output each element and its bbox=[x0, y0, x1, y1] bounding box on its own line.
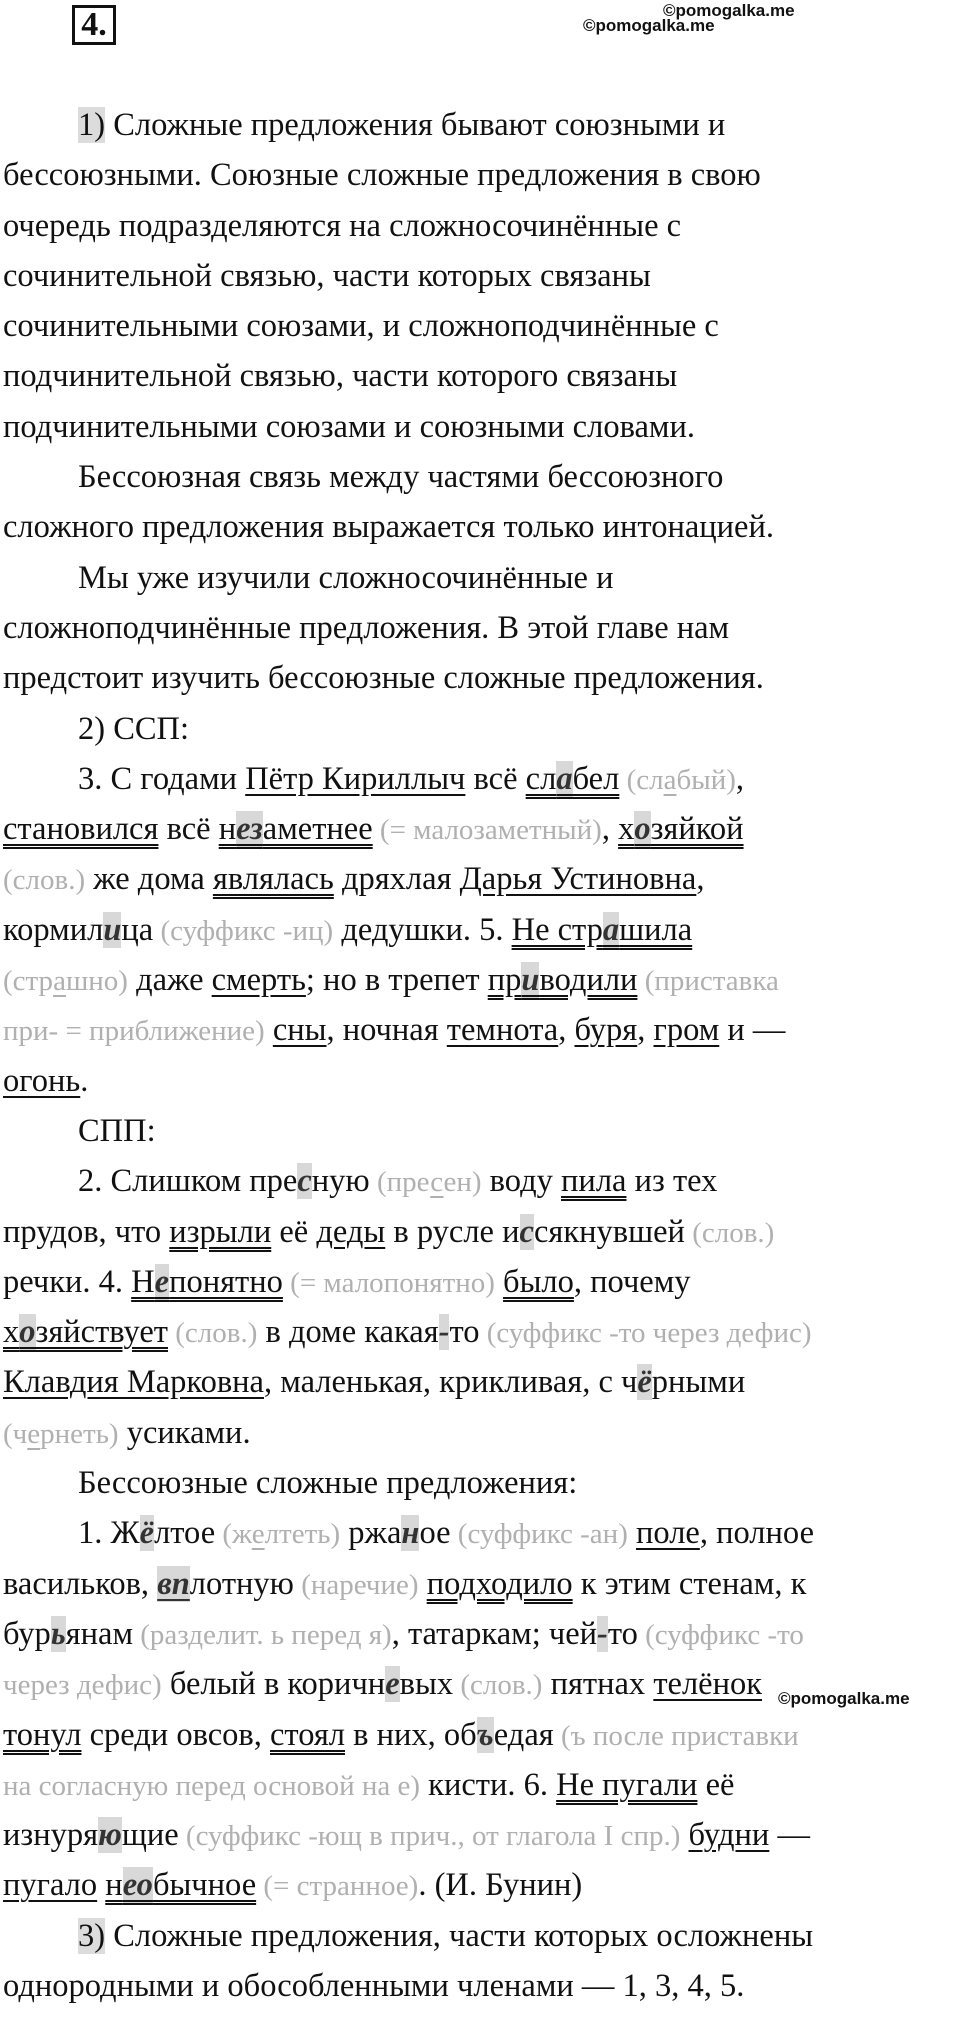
text-line: тонул среди овсов, стоял в них, объедая (ъ после приставки bbox=[3, 1716, 799, 1753]
orthogram: ё bbox=[139, 1515, 155, 1552]
note: (суффикс -ан) bbox=[450, 1518, 628, 1551]
predicate: пила bbox=[561, 1163, 627, 1200]
orthogram: с bbox=[519, 1213, 534, 1250]
orthogram: ъ bbox=[476, 1716, 494, 1753]
subject: Пётр Кириллыч bbox=[245, 760, 466, 797]
text-line: подчинительными союзами и союзными словами. bbox=[3, 408, 695, 445]
note: (разделит. ь перед я) bbox=[133, 1618, 392, 1651]
text-line: (чернеть) усиками. bbox=[3, 1414, 251, 1451]
text-line: очередь подразделяются на сложносочинённые с bbox=[3, 207, 682, 244]
item-marker: 3) bbox=[78, 1917, 106, 1954]
text-line: изнуряющие (суффикс -ющ в прич., от глагола I спр.) будни — bbox=[3, 1817, 810, 1854]
text-line: 2) ССП: bbox=[78, 710, 190, 747]
subject: огонь bbox=[3, 1062, 81, 1099]
predicate: слабел bbox=[525, 760, 620, 797]
predicate: тонул bbox=[3, 1716, 82, 1753]
text-line: через дефис) белый в коричневых (слов.) пятнах телёнок bbox=[3, 1666, 763, 1703]
text-line: сочинительными союзами, и сложноподчинённые с bbox=[3, 308, 719, 345]
orthogram: е bbox=[385, 1666, 400, 1703]
predicate: хозяйствует bbox=[3, 1314, 168, 1351]
orthogram: и bbox=[103, 911, 122, 948]
predicate: было bbox=[503, 1263, 574, 1300]
text-line: прудов, что изрыли её деды в русле иссякнувшей (слов.) bbox=[3, 1213, 775, 1250]
text-line: при- = приближение) сны, ночная темнота, буря, гром и — bbox=[3, 1012, 786, 1049]
note: (= малозаметный) bbox=[372, 814, 602, 847]
text-line: бурьянам (разделит. ь перед я), татаркам; чей-то (суффикс -то bbox=[3, 1615, 804, 1652]
note: (слабый) bbox=[619, 763, 736, 796]
item-marker: 1) bbox=[78, 107, 106, 143]
predicate: стоял bbox=[270, 1716, 345, 1753]
note: (слов.) bbox=[684, 1216, 775, 1249]
subject: темнота bbox=[446, 1012, 559, 1049]
subject: буря bbox=[574, 1012, 638, 1049]
note: через дефис) bbox=[3, 1669, 162, 1702]
text-line: становился всё незаметнее (= малозаметный), хозяйкой bbox=[3, 811, 744, 848]
text-line: 1. Жёлтое (желтеть) ржаное (суффикс -ан) поле, полное bbox=[78, 1515, 814, 1552]
predicate: незаметнее bbox=[218, 811, 373, 848]
orthogram: - bbox=[597, 1615, 608, 1652]
text-line: сочинительной связью, части которых связаны bbox=[3, 257, 651, 294]
text-line: СПП: bbox=[78, 1112, 156, 1149]
note: (слов.) bbox=[3, 864, 86, 897]
note: (желтеть) bbox=[215, 1518, 341, 1551]
subject: гром bbox=[653, 1012, 720, 1049]
subject: смерть bbox=[211, 962, 306, 999]
note: (приставка bbox=[637, 965, 779, 998]
predicate: Не пугали bbox=[556, 1766, 698, 1803]
text-line: кормилица (суффикс -иц) дедушки. 5. Не страшила bbox=[3, 911, 693, 948]
watermark: ©pomogalka.me bbox=[663, 1, 795, 20]
note: (наречие) bbox=[293, 1568, 419, 1601]
text-line: хозяйствует (слов.) в доме какая-то (суффикс -то через дефис) bbox=[3, 1314, 812, 1351]
text-line: огонь. bbox=[3, 1062, 89, 1099]
text-line: 3) Сложные предложения, части которых осложнены bbox=[78, 1917, 814, 1954]
predicate: подходило bbox=[426, 1565, 573, 1602]
predicate: приводили bbox=[487, 962, 638, 999]
predicate: хозяйкой bbox=[618, 811, 744, 848]
orthogram: - bbox=[438, 1314, 450, 1351]
predicate: Непонятно bbox=[131, 1263, 283, 1300]
text-line: (страшно) даже смерть; но в трепет приводили (приставка bbox=[3, 962, 779, 999]
orthogram: ё bbox=[637, 1364, 652, 1401]
note: (= малопонятно) bbox=[282, 1266, 495, 1299]
note: (суффикс -ющ в прич., от глагола I спр.) bbox=[178, 1820, 681, 1853]
note: (слов.) bbox=[168, 1317, 258, 1350]
text-line: пугало необычное (= странное). (И. Бунин) bbox=[3, 1867, 583, 1904]
predicate: необычное bbox=[105, 1867, 257, 1904]
note: (ъ после приставки bbox=[553, 1719, 799, 1752]
subject: будни bbox=[688, 1817, 770, 1854]
text-line: на согласную перед основой на е) кисти. 6. Не пугали её bbox=[3, 1766, 735, 1803]
predicate: становился bbox=[3, 811, 159, 848]
text-line: 1) Сложные предложения бывают союзными и bbox=[78, 107, 726, 143]
text-line: Клавдия Марковна, маленькая, крикливая, с чёрными bbox=[3, 1364, 746, 1401]
orthogram: н bbox=[401, 1515, 420, 1552]
exercise-text bbox=[3, 100, 958, 2011]
subject: Клавдия Марковна bbox=[3, 1364, 264, 1401]
orthogram: вп bbox=[157, 1565, 190, 1602]
predicate: Не страшила bbox=[511, 911, 693, 948]
subject: поле bbox=[635, 1515, 700, 1552]
text-line: 3. С годами Пётр Кириллыч всё слабел (слабый), bbox=[78, 760, 745, 797]
text-line: сложного предложения выражается только интонацией. bbox=[3, 509, 774, 546]
note: (суффикс -то bbox=[637, 1618, 804, 1651]
note: на согласную перед основой на е) bbox=[3, 1769, 421, 1802]
text-line: Бессоюзная связь между частями бессоюзного bbox=[78, 459, 724, 496]
subject: Дарья Устиновна bbox=[459, 861, 697, 898]
text-line: васильков, вплотную (наречие) подходило к этим стенам, к bbox=[3, 1565, 807, 1602]
text-line: речки. 4. Непонятно (= малопонятно) было, почему bbox=[3, 1263, 691, 1300]
note: (чернеть) bbox=[3, 1417, 119, 1450]
text-line: однородными и обособленными членами — 1, 3, 4, 5. bbox=[3, 1967, 745, 2004]
text-line: предстоит изучить бессоюзные сложные предложения. bbox=[3, 660, 764, 697]
note: (суффикс -то через дефис) bbox=[479, 1317, 812, 1350]
text-line: (слов.) же дома являлась дряхлая Дарья Устиновна, bbox=[3, 861, 705, 898]
orthogram: ю bbox=[98, 1817, 122, 1854]
predicate: являлась bbox=[212, 861, 334, 898]
subject: сны bbox=[272, 1012, 327, 1049]
note: (пресен) bbox=[369, 1166, 482, 1199]
watermark: ©pomogalka.me bbox=[778, 1689, 910, 1708]
note: (= странное) bbox=[256, 1870, 419, 1903]
subject: телёнок bbox=[653, 1666, 763, 1703]
exercise-number: 4. bbox=[72, 5, 116, 45]
note: (суффикс -иц) bbox=[153, 914, 334, 947]
orthogram: ь bbox=[50, 1615, 66, 1652]
note: (слов.) bbox=[453, 1669, 543, 1702]
predicate: изрыли bbox=[169, 1213, 272, 1250]
subject: пугало bbox=[3, 1867, 98, 1904]
watermark: ©pomogalka.me bbox=[583, 16, 715, 35]
note: (страшно) bbox=[3, 965, 128, 998]
text-line: Бессоюзные сложные предложения: bbox=[78, 1465, 578, 1502]
text-line: 2. Слишком пресную (пресен) воду пила из тех bbox=[78, 1163, 718, 1200]
orthogram: с bbox=[297, 1163, 312, 1200]
subject: деды bbox=[316, 1213, 386, 1250]
text-line: сложноподчинённые предложения. В этой главе нам bbox=[3, 609, 730, 646]
text-line: бессоюзными. Союзные сложные предложения в свою bbox=[3, 157, 761, 194]
text-line: Мы уже изучили сложносочинённые и bbox=[78, 559, 614, 596]
note: при- = приближение) bbox=[3, 1015, 265, 1048]
text-line: подчинительной связью, части которого связаны bbox=[3, 358, 678, 395]
